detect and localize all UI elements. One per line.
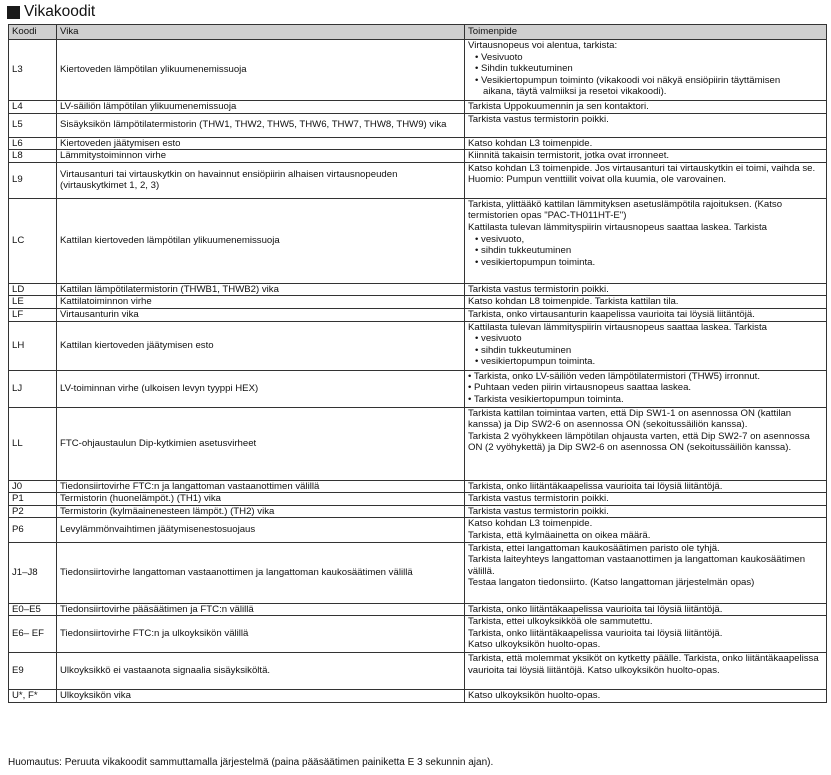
fault-description: Termistorin (huonelämpöt.) (TH1) vika [57, 493, 465, 506]
action-line: Testaa langaton tiedonsiirto. (Katso langattoman järjestelmän opas) [468, 577, 755, 589]
fault-code: E9 [9, 653, 57, 690]
title-text: Vikakoodit [24, 3, 96, 20]
action-line: Tarkista 2 vyöhykkeen lämpötilan ohjausta varten, että Dip SW2-7 on asennossa ON (2 vyöhykettä) ja Dip SW2-6 on asennossa ON (sekoitussäiliön kanssa). [468, 430, 810, 454]
footnote: Huomautus: Peruuta vikakoodit sammuttamalla järjestelmä (paina pääsäätimen painiketta E 3 sekunnin ajan). [8, 757, 494, 768]
action-line: • Vesivuoto [475, 51, 523, 63]
action-line: Tarkista vastus termistorin poikki. [468, 113, 609, 125]
table-row [9, 616, 827, 653]
fault-code: P6 [9, 518, 57, 542]
fault-description: Kiertoveden jäätymisen esto [57, 137, 465, 150]
fault-action [465, 162, 827, 198]
action-line: Tarkista vastus termistorin poikki. [468, 505, 609, 517]
action-line: Katso kohdan L3 toimenpide. Jos virtausanturi tai virtauskytkin ei toimi, vaihda se. [468, 162, 816, 174]
fault-description: Virtausanturi tai virtauskytkin on havainnut ensiöpiirin alhaisen virtausnopeuden (virtauskytkimet 1, 2, 3) [57, 162, 465, 198]
action-line: Virtausnopeus voi alentua, tarkista: [468, 40, 618, 51]
fault-description: Kattilan kiertoveden jäätymisen esto [57, 321, 465, 370]
table-row [9, 407, 827, 480]
fault-code: L5 [9, 113, 57, 137]
fault-action [465, 198, 827, 283]
table-row [9, 480, 827, 493]
action-line: • sihdin tukkeutuminen [475, 245, 572, 257]
fault-action [465, 616, 827, 653]
fault-code: LE [9, 296, 57, 309]
table-row [9, 321, 827, 370]
table-row [9, 113, 827, 137]
fault-action [465, 505, 827, 518]
action-line: Tarkista vastus termistorin poikki. [468, 493, 609, 505]
action-line: aikana, täytä valmiiksi ja resetoi vikakoodi). [483, 86, 667, 98]
action-line: • vesivuoto [475, 333, 522, 345]
table-row [9, 603, 827, 616]
table-row [9, 690, 827, 703]
action-line: Katso ulkoyksikön huolto-opas. [468, 690, 601, 702]
action-line: Katso kohdan L8 toimenpide. Tarkista kattilan tila. [468, 296, 679, 308]
header-fault: Vika [57, 25, 465, 40]
fault-code: E6– EF [9, 616, 57, 653]
action-line: Tarkista, onko liitäntäkaapelissa vaurioita tai löysiä liitäntöjä. [468, 603, 723, 615]
action-line: Tarkista, ylittääkö kattilan lämmityksen asetuslämpötila rajoituksen. (Katso termistorien opas "PAC-TH011HT-E") [468, 198, 783, 222]
fault-code: L9 [9, 162, 57, 198]
fault-action [465, 150, 827, 163]
fault-description: Tiedonsiirtovirhe FTC:n ja langattoman vastaanottimen välillä [57, 480, 465, 493]
fault-action [465, 370, 827, 407]
table-row [9, 370, 827, 407]
table-row [9, 137, 827, 150]
fault-code: E0–E5 [9, 603, 57, 616]
table-row [9, 308, 827, 321]
fault-code: P2 [9, 505, 57, 518]
fault-description: LV-toiminnan virhe (ulkoisen levyn tyyppi HEX) [57, 370, 465, 407]
action-line: Tarkista vastus termistorin poikki. [468, 283, 609, 295]
action-line: Tarkista, ettei ulkoyksikköä ole sammutettu. [468, 616, 653, 628]
fault-code: LL [9, 407, 57, 480]
action-line: • vesikiertopumpun toiminta. [475, 356, 596, 368]
action-line: • sihdin tukkeutuminen [475, 344, 572, 356]
table-header-row [9, 25, 827, 40]
fault-description: Tiedonsiirtovirhe pääsäätimen ja FTC:n välillä [57, 603, 465, 616]
fault-action [465, 653, 827, 690]
fault-action [465, 137, 827, 150]
fault-description: Virtausanturin vika [57, 308, 465, 321]
fault-description: Ulkoyksikön vika [57, 690, 465, 703]
action-line: Kiinnitä takaisin termistorit, jotka ovat irronneet. [468, 150, 670, 162]
fault-code: LH [9, 321, 57, 370]
table-row [9, 101, 827, 114]
fault-action [465, 603, 827, 616]
fault-description: FTC-ohjaustaulun Dip-kytkimien asetusvirheet [57, 407, 465, 480]
header-action: Toimenpide [465, 25, 827, 40]
table-row [9, 162, 827, 198]
fault-action [465, 40, 827, 101]
fault-action [465, 480, 827, 493]
action-line: • Puhtaan veden piirin virtausnopeus saattaa laskea. [468, 382, 692, 394]
action-line: Tarkista kattilan toimintaa varten, että Dip SW1-1 on asennossa ON (kattilan kanssa) ja Dip SW2-6 on asennossa ON (sekoitussäiliön kanssa). [468, 407, 792, 431]
fault-description: Lämmitystoiminnon virhe [57, 150, 465, 163]
action-line: Kattilasta tulevan lämmityspiirin virtausnopeus saattaa laskea. Tarkista [468, 221, 767, 233]
fault-description: Ulkoyksikkö ei vastaanota signaalia sisäyksiköltä. [57, 653, 465, 690]
fault-description: Tiedonsiirtovirhe langattoman vastaanottimen ja langattoman kaukosäätimen välillä [57, 542, 465, 603]
fault-code: L3 [9, 40, 57, 101]
action-line: Huomio: Pumpun venttiilit voivat olla kuumia, ole varovainen. [468, 174, 727, 186]
table-row [9, 198, 827, 283]
action-line: Katso kohdan L3 toimenpide. [468, 518, 593, 530]
section-title [7, 3, 95, 21]
action-line: Tarkista, että kylmäainetta on oikea määrä. [468, 529, 651, 541]
fault-action [465, 407, 827, 480]
fault-action [465, 308, 827, 321]
fault-code: LF [9, 308, 57, 321]
table-row [9, 283, 827, 296]
table-row [9, 505, 827, 518]
fault-code: LD [9, 283, 57, 296]
action-line: Tarkista laiteyhteys langattoman vastaanottimen ja langattoman kaukosäätimen välillä. [468, 554, 806, 577]
action-line: • vesivuoto, [475, 233, 525, 245]
action-line: • vesikiertopumpun toiminta. [475, 256, 596, 268]
fault-description: Termistorin (kylmäainenesteen lämpöt.) (TH2) vika [57, 505, 465, 518]
action-line: • Vesikiertopumpun toiminto (vikakoodi voi näkyä ensiöpiirin täyttämisen [475, 74, 781, 86]
fault-code: P1 [9, 493, 57, 506]
fault-code: LJ [9, 370, 57, 407]
fault-action [465, 113, 827, 137]
fault-description: Levylämmönvaihtimen jäätymisenestosuojaus [57, 518, 465, 542]
fault-code: U*, F* [9, 690, 57, 703]
table-row [9, 493, 827, 506]
fault-description: Kattilan lämpötilatermistorin (THWB1, THWB2) vika [57, 283, 465, 296]
table-row [9, 653, 827, 690]
fault-description: Kiertoveden lämpötilan ylikuumenemissuoja [57, 40, 465, 101]
title-square-marker [7, 6, 20, 19]
table-row [9, 518, 827, 542]
table-row [9, 296, 827, 309]
fault-description: Kattilan kiertoveden lämpötilan ylikuumenemissuoja [57, 198, 465, 283]
action-line: Tarkista Uppokuumennin ja sen kontaktori. [468, 101, 649, 112]
fault-action [465, 690, 827, 703]
action-line: Kattilasta tulevan lämmityspiirin virtausnopeus saattaa laskea. Tarkista [468, 321, 767, 333]
action-line: Tarkista, ettei langattoman kaukosäätimen paristo ole tyhjä. [468, 542, 720, 554]
fault-description: Tiedonsiirtovirhe FTC:n ja ulkoyksikön välillä [57, 616, 465, 653]
action-line: • Tarkista, onko LV-säiliön veden lämpötilatermistori (THW5) irronnut. [468, 370, 760, 382]
action-line: Katso kohdan L3 toimenpide. [468, 137, 593, 149]
fault-action [465, 493, 827, 506]
fault-code: L4 [9, 101, 57, 114]
fault-action [465, 296, 827, 309]
table-body [9, 40, 827, 703]
fault-description: Sisäyksikön lämpötilatermistorin (THW1, THW2, THW5, THW6, THW7, THW8, THW9) vika [57, 113, 465, 137]
fault-code: L8 [9, 150, 57, 163]
action-line: Tarkista, onko liitäntäkaapelissa vaurioita tai löysiä liitäntöjä. [468, 480, 723, 492]
fault-action [465, 283, 827, 296]
fault-code: J1–J8 [9, 542, 57, 603]
fault-code-table [8, 24, 827, 703]
action-line: Katso ulkoyksikön huolto-opas. [468, 639, 601, 651]
action-line: Tarkista, onko liitäntäkaapelissa vaurioita tai löysiä liitäntöjä. [468, 627, 723, 639]
fault-action [465, 542, 827, 603]
table-row [9, 40, 827, 101]
fault-code: J0 [9, 480, 57, 493]
fault-code: L6 [9, 137, 57, 150]
fault-description: LV-säiliön lämpötilan ylikuumenemissuoja [57, 101, 465, 114]
fault-description: Kattilatoiminnon virhe [57, 296, 465, 309]
action-line: Tarkista, että molemmat yksiköt on kytketty päälle. Tarkista, onko liitäntäkaapelissa vaurioita tai löysiä liitäntöjä. Katso ulkoyksikön huolto-opas. [468, 653, 819, 676]
action-line: • Sihdin tukkeutuminen [475, 63, 573, 75]
fault-code: LC [9, 198, 57, 283]
fault-action [465, 321, 827, 370]
table-row [9, 150, 827, 163]
action-line: Tarkista, onko virtausanturin kaapelissa vaurioita tai löysiä liitäntöjä. [468, 308, 755, 320]
fault-action [465, 518, 827, 542]
header-code: Koodi [9, 25, 57, 40]
table-row [9, 542, 827, 603]
action-line: • Tarkista vesikiertopumpun toiminta. [468, 393, 624, 405]
fault-action [465, 101, 827, 114]
